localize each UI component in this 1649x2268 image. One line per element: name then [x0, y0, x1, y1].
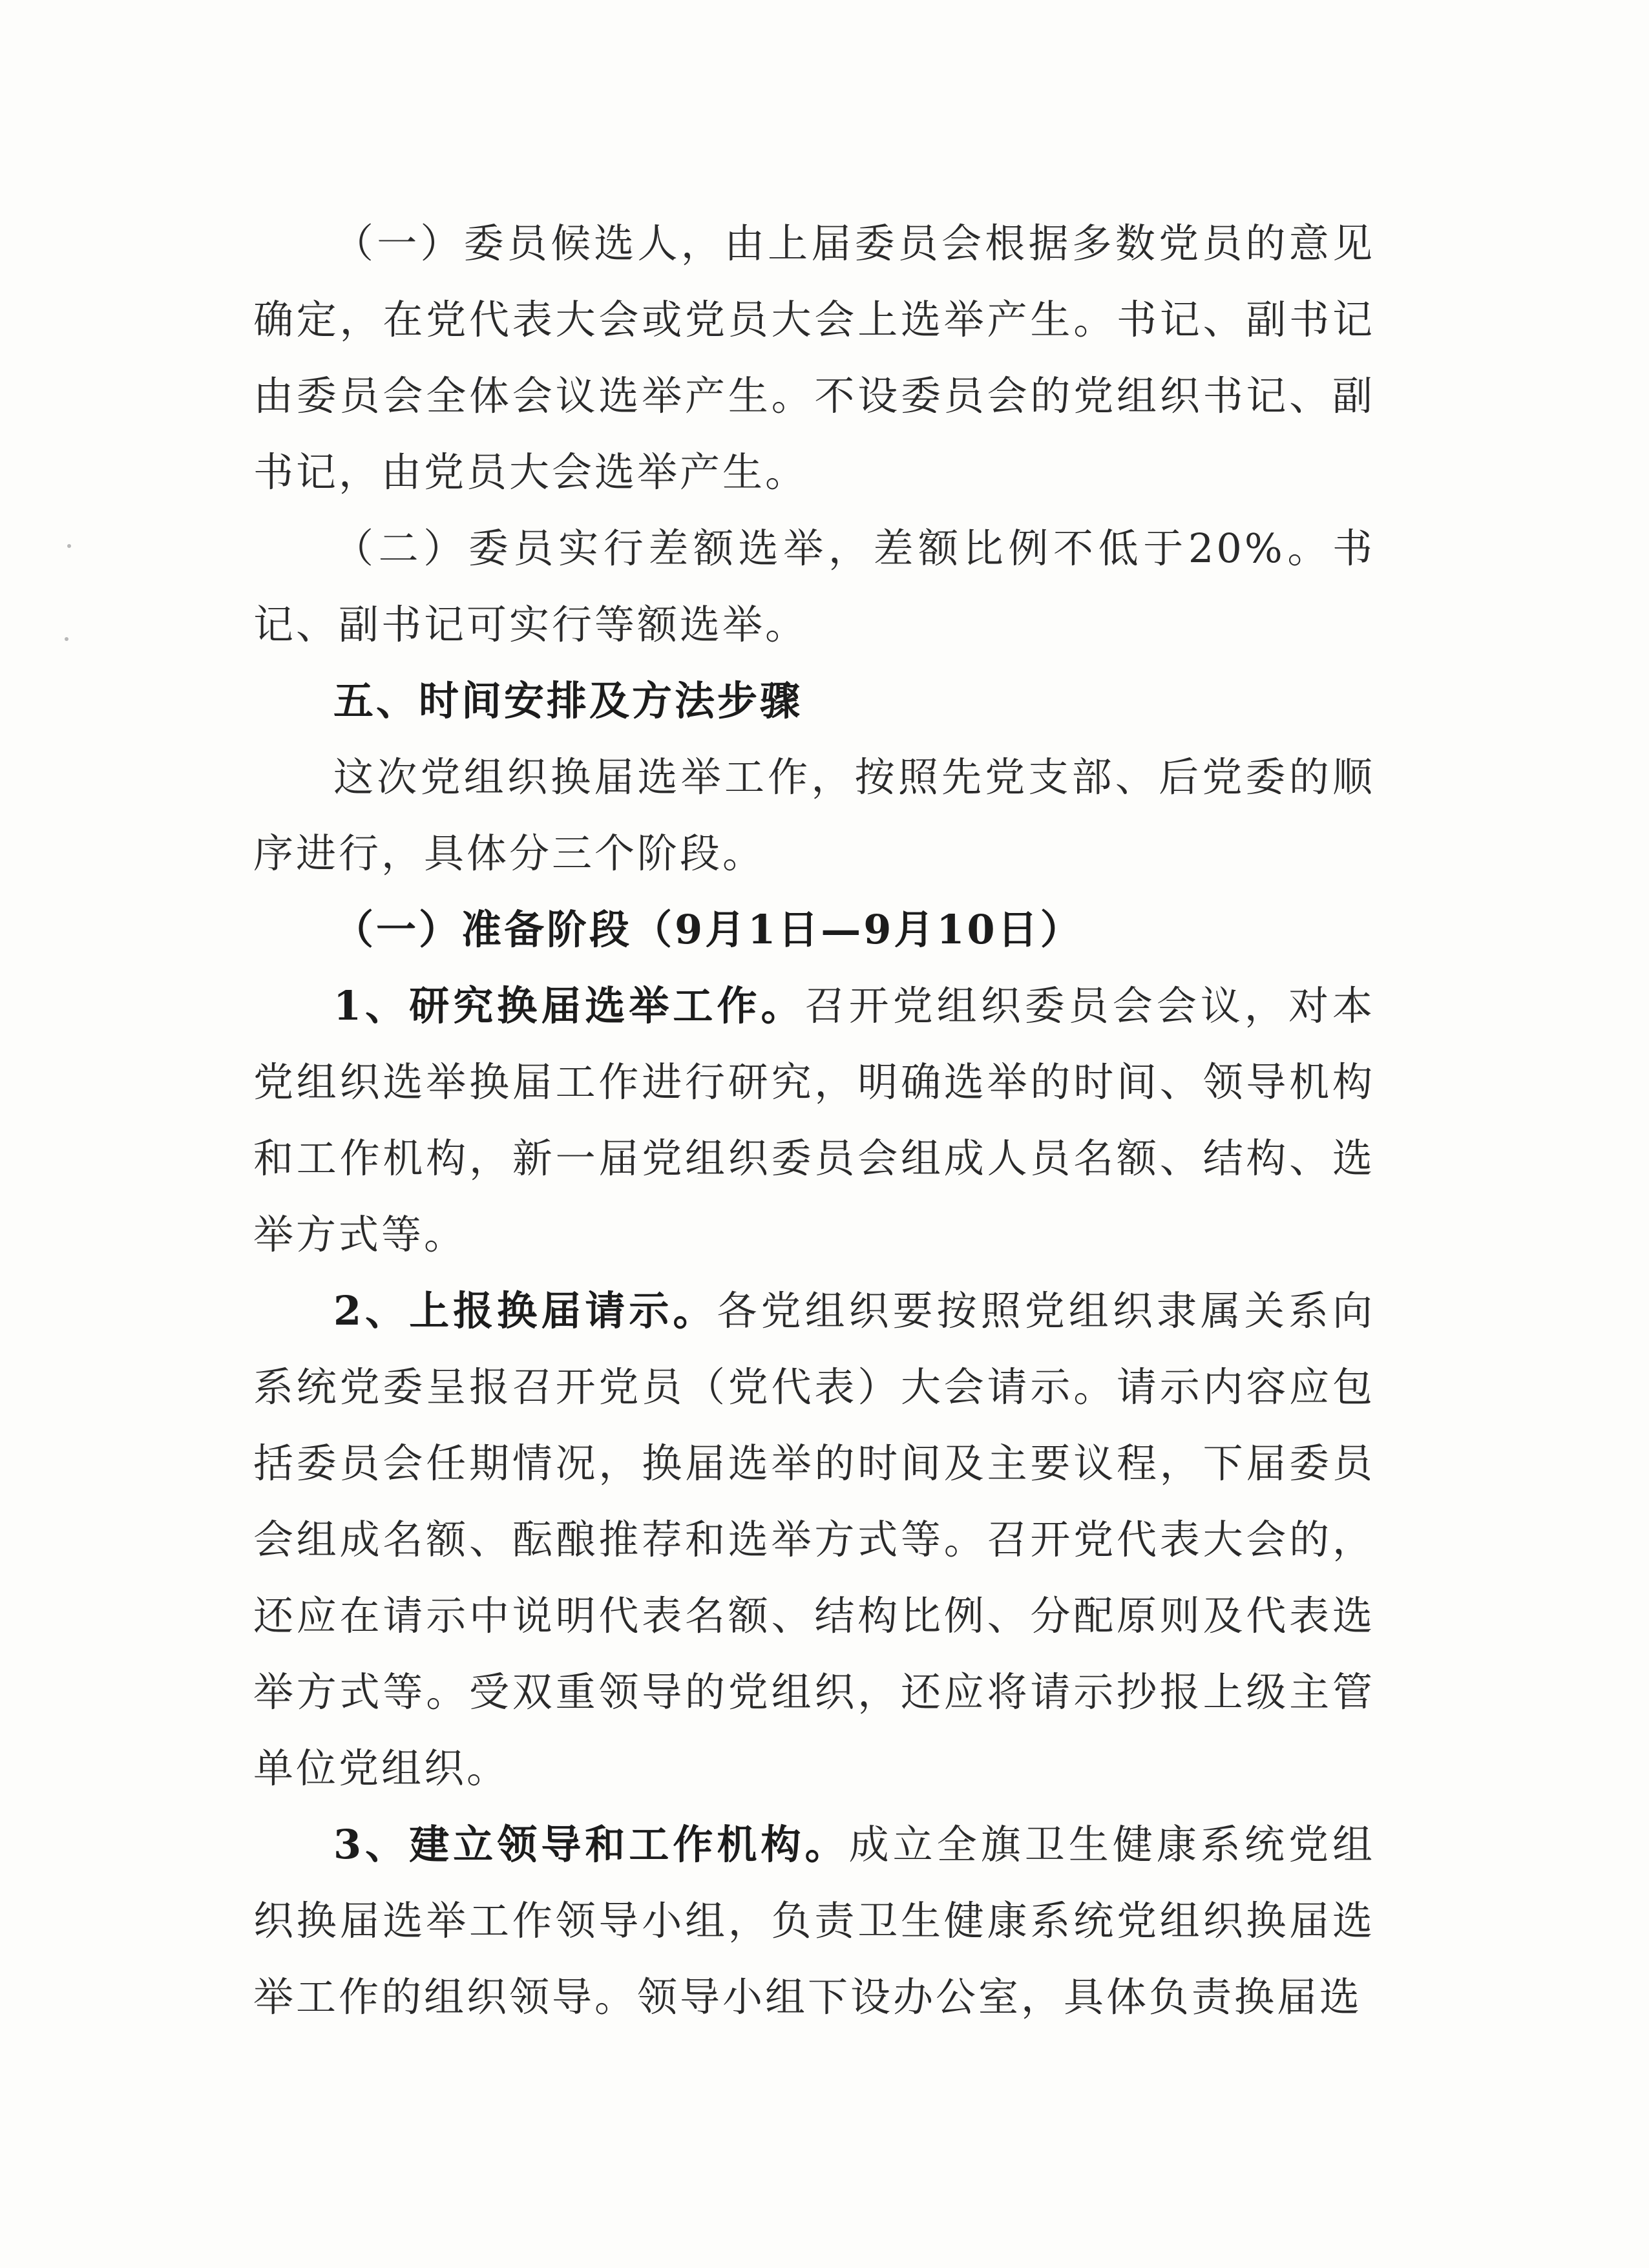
paragraph-differential-election: （二）委员实行差额选举，差额比例不低于20%。书记、副书记可实行等额选举。: [253, 525, 1375, 648]
step-paragraph: [253, 968, 1375, 1273]
section-intro: 这次党组织换届选举工作，按照先党支部、后党委的顺序进行，具体分三个阶段。: [253, 753, 1375, 877]
phase-heading: （一）准备阶段（9月1日—9月10日）: [333, 906, 1083, 953]
step-body: 各党组织要按照党组织隶属关系向系统党委呈报召开党员（党代表）大会请示。请示内容应包括委员会任期情况，换届选举的时间及主要议程，下届委员会组成名额、酝酿推荐和选举方式等。召开党代表大会的，还应在请示中说明代表名额、结构比例、分配原则及代表选举方式等。受双重领导的党组织，还应将请示抄报上级主管单位党组织。: [253, 1287, 1375, 1792]
scan-speck: [65, 637, 68, 641]
step-paragraph: [253, 1807, 1375, 2035]
step-lead: 2、上报换届请示。: [333, 1287, 717, 1334]
step-lead: 3、建立领导和工作机构。: [333, 1821, 849, 1868]
step-body: 召开党组织委员会会议，对本党组织选举换届工作进行研究，明确选举的时间、领导机构和工作机构，新一届党组织委员会组成人员名额、结构、选举方式等。: [253, 982, 1375, 1258]
section-heading: 五、时间安排及方法步骤: [333, 677, 803, 724]
document-body: [253, 205, 1375, 2035]
step-body: 成立全旗卫生健康系统党组织换届选举工作领导小组，负责卫生健康系统党组织换届选举工作的组织领导。领导小组下设办公室，具体负责换届选: [253, 1821, 1375, 2021]
paragraph-candidates: （一）委员候选人，由上届委员会根据多数党员的意见确定，在党代表大会或党员大会上选举产生。书记、副书记由委员会全体会议选举产生。不设委员会的党组织书记、副书记，由党员大会选举产生。: [253, 220, 1375, 496]
step-paragraph: [253, 1273, 1375, 1807]
scan-speck: [67, 544, 71, 548]
step-lead: 1、研究换届选举工作。: [333, 982, 805, 1029]
